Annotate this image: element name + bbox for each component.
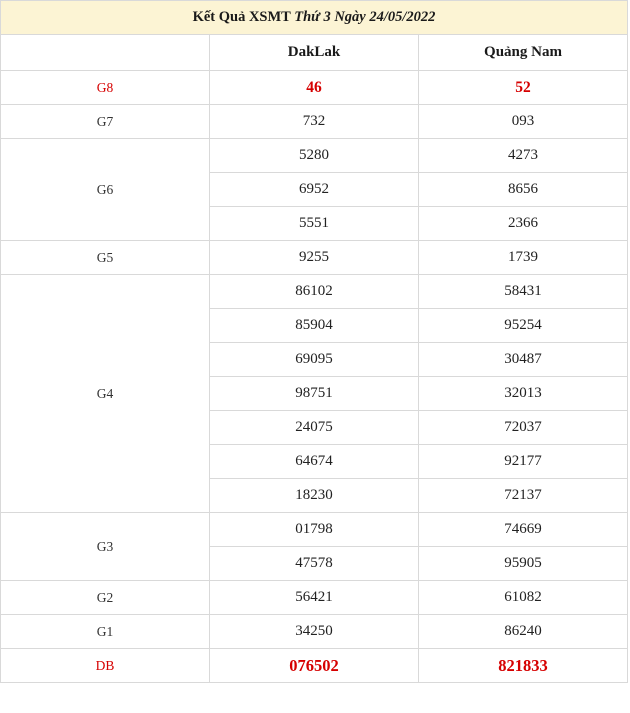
- prize-number: 1739: [419, 241, 628, 275]
- prize-number: 69095: [210, 343, 419, 377]
- prize-number: 74669: [419, 513, 628, 547]
- prize-number: 30487: [419, 343, 628, 377]
- prize-label: G8: [1, 71, 210, 105]
- prize-label: G7: [1, 105, 210, 139]
- prize-number: 4273: [419, 139, 628, 173]
- title-sub: Thứ 3 Ngày 24/05/2022: [294, 9, 436, 25]
- prize-number: 52: [419, 71, 628, 105]
- prize-number: 85904: [210, 309, 419, 343]
- header-province-quangnam: Quảng Nam: [419, 35, 628, 71]
- prize-number: 9255: [210, 241, 419, 275]
- prize-number: 58431: [419, 275, 628, 309]
- prize-number: 46: [210, 71, 419, 105]
- table-row: [1, 275, 628, 309]
- table-row: [1, 71, 628, 105]
- prize-number: 34250: [210, 615, 419, 649]
- table-row: [1, 649, 628, 683]
- prize-number: 72037: [419, 411, 628, 445]
- prize-label: DB: [1, 649, 210, 683]
- prize-number: 093: [419, 105, 628, 139]
- prize-label: G4: [1, 275, 210, 513]
- prize-number: 86102: [210, 275, 419, 309]
- header-province-daklak: DakLak: [210, 35, 419, 71]
- prize-number: 5280: [210, 139, 419, 173]
- prize-number: 64674: [210, 445, 419, 479]
- prize-label: G3: [1, 513, 210, 581]
- page-title: [1, 1, 628, 35]
- table-row: [1, 615, 628, 649]
- prize-label: G1: [1, 615, 210, 649]
- prize-number: 47578: [210, 547, 419, 581]
- prize-number: 98751: [210, 377, 419, 411]
- prize-number: 076502: [210, 649, 419, 683]
- prize-number: 18230: [210, 479, 419, 513]
- prize-number: 5551: [210, 207, 419, 241]
- title-main: Kết Quả XSMT: [192, 9, 291, 25]
- prize-number: 72137: [419, 479, 628, 513]
- header-blank-cell: [1, 35, 210, 71]
- prize-number: 01798: [210, 513, 419, 547]
- prize-number: 8656: [419, 173, 628, 207]
- header-row: [1, 35, 628, 71]
- table-row: [1, 241, 628, 275]
- lottery-table-body: [1, 1, 628, 683]
- prize-label: G5: [1, 241, 210, 275]
- prize-number: 56421: [210, 581, 419, 615]
- prize-number: 24075: [210, 411, 419, 445]
- table-row: [1, 139, 628, 173]
- prize-number: 2366: [419, 207, 628, 241]
- prize-number: 821833: [419, 649, 628, 683]
- prize-number: 95254: [419, 309, 628, 343]
- prize-label: G6: [1, 139, 210, 241]
- prize-number: 32013: [419, 377, 628, 411]
- prize-number: 92177: [419, 445, 628, 479]
- title-row: [1, 1, 628, 35]
- prize-number: 6952: [210, 173, 419, 207]
- table-row: [1, 105, 628, 139]
- table-row: [1, 581, 628, 615]
- prize-number: 732: [210, 105, 419, 139]
- table-row: [1, 513, 628, 547]
- prize-label: G2: [1, 581, 210, 615]
- prize-number: 95905: [419, 547, 628, 581]
- prize-number: 86240: [419, 615, 628, 649]
- prize-number: 61082: [419, 581, 628, 615]
